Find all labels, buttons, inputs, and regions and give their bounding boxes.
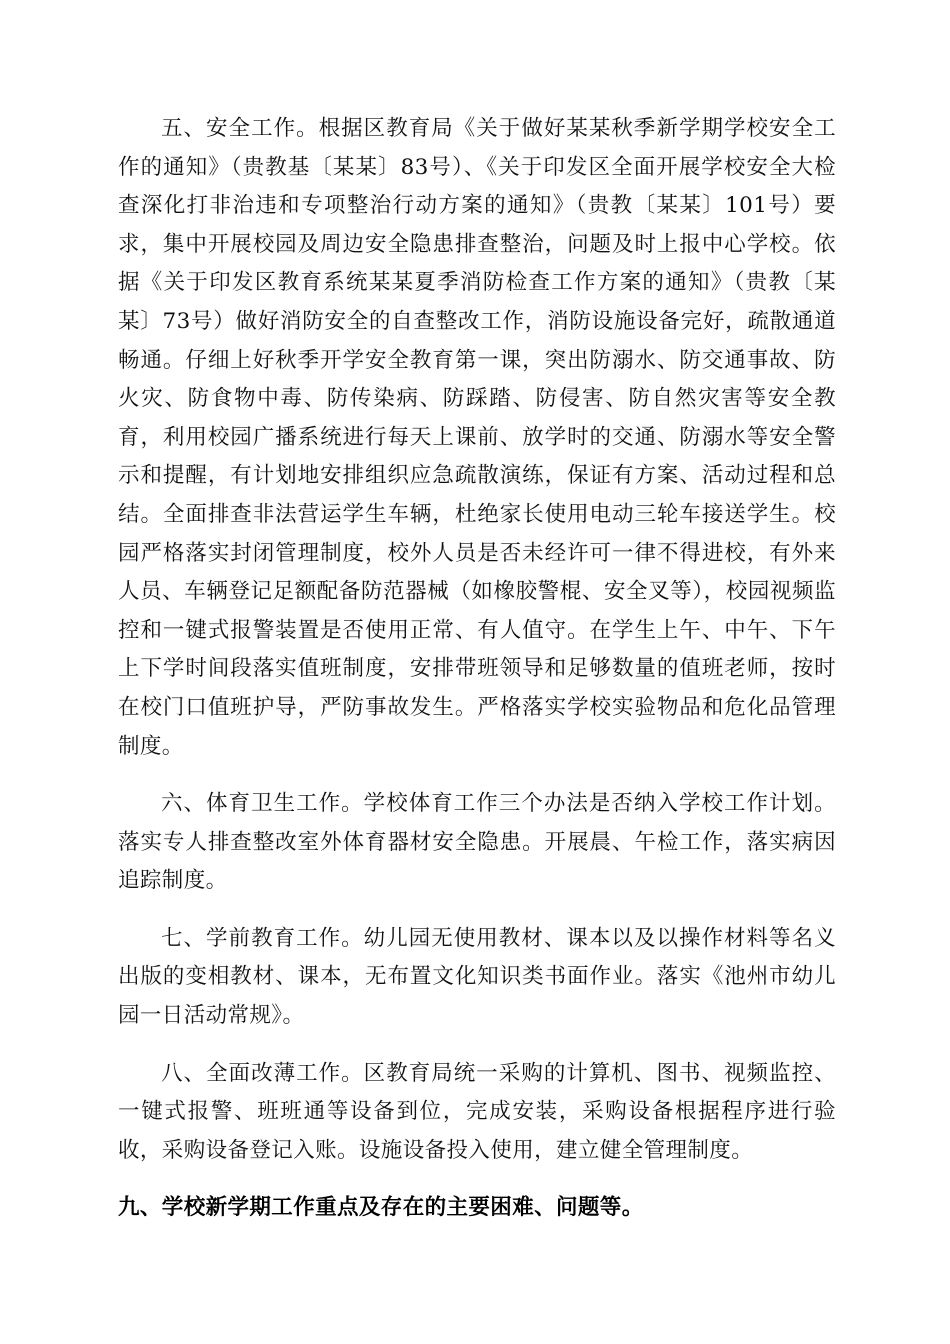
section-6-sports-health-paragraph: 六、体育卫生工作。学校体育工作三个办法是否纳入学校工作计划。落实专人排查整改室外体育器材安全隐患。开展晨、午检工作，落实病因追踪制度。: [118, 791, 836, 894]
section-5-safety-paragraph: 五、安全工作。根据区教育局《关于做好某某秋季新学期学校安全工作的通知》（贵教基〔某某〕83号）、《关于印发区全面开展学校安全大检查深化打非治违和专项整治行动方案的通知》（贵教〔某某〕101号）要求，集中开展校园及周边安全隐患排查整治，问题及时上报中心学校。依据《关于印发区教育系统某某夏季消防检查工作方案的通知》（贵教〔某某〕73号）做好消防安全的自查整改工作，消防设施设备完好，疏散通道畅通。仔细上好秋季开学安全教育第一课，突出防溺水、防交通事故、防火灾、防食物中毒、防传染病、防踩踏、防侵害、防自然灾害等安全教育，利用校园广播系统进行每天上课前、放学时的交通、防溺水等安全警示和提醒，有计划地安排组织应急疏散演练，保证有方案、活动过程和总结。全面排查非法营运学生车辆，杜绝家长使用电动三轮车接送学生。校园严格落实封闭管理制度，校外人员是否未经许可一律不得进校，有外来人员、车辆登记足额配备防范器械（如橡胶警棍、安全叉等），校园视频监控和一键式报警装置是否使用正常、有人值守。在学生上午、中午、下午上下学时间段落实值班制度，安排带班领导和足够数量的值班老师，按时在校门口值班护导，严防事故发生。严格落实学校实验物品和危化品管理制度。: [118, 116, 836, 759]
section-7-preschool-paragraph: 七、学前教育工作。幼儿园无使用教材、课本以及以操作材料等名义出版的变相教材、课本，无布置文化知识类书面作业。落实《池州市幼儿园一日活动常规》。: [118, 925, 836, 1029]
section-8-improvement-paragraph: 八、全面改薄工作。区教育局统一采购的计算机、图书、视频监控、一键式报警、班班通等设备到位，完成安装，采购设备根据程序进行验收，采购设备登记入账。设施设备投入使用，建立健全管理制度。: [118, 1060, 836, 1163]
document-body: [118, 110, 836, 1228]
section-9-heading: 九、学校新学期工作重点及存在的主要困难、问题等。: [118, 1195, 644, 1221]
